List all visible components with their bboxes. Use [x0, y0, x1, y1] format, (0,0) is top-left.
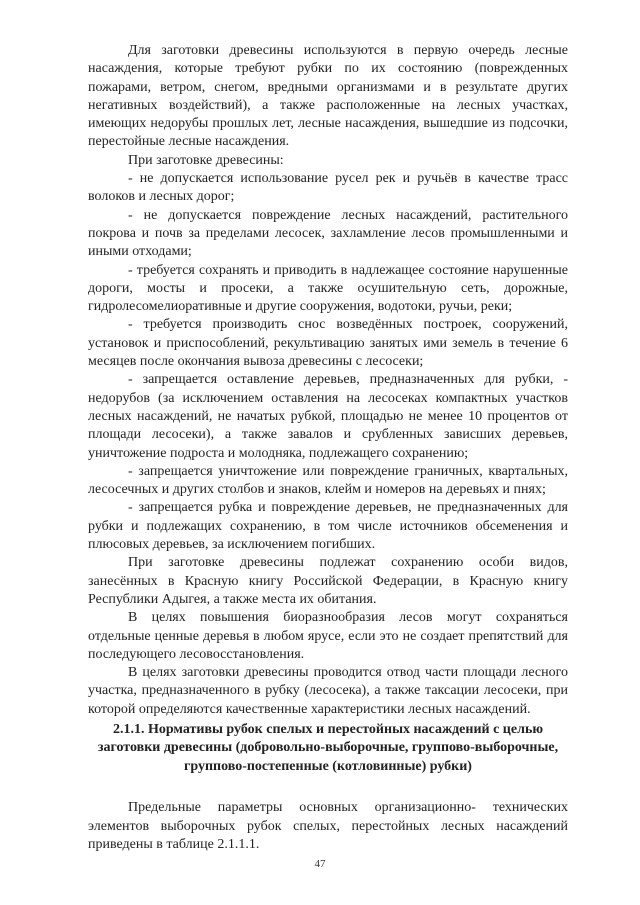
paragraph-intro: Для заготовки древесины используются в первую очередь лесные насаждения, которые требуют рубки по их состоянию (поврежденных пожарами, ветром, снегом, вредными организмами и в результате других негативных воздействий), а также расположенные на лесных участках, имеющих недорубы прошлых лет, лесные насаждения, вышедшие из подсочки, перестойные лесные насаждения. — [88, 43, 568, 150]
section-spacer — [88, 776, 568, 799]
page-number: 47 — [314, 858, 326, 870]
paragraph-red-book: При заготовке древесины подлежат сохранению особи видов, занесённых в Красную книгу Российской Федерации, в Красную книгу Республики Адыгея, а также места их обитания. — [88, 555, 568, 607]
list-item-demolition: - требуется производить снос возведённых построек, сооружений, установок и приспособлений, рекультивацию занятых ими земель в течение 6 месяцев после окончания вывоза древесины с лесосеки; — [88, 317, 568, 370]
paragraph-table-reference: Предельные параметры основных организационно- технических элементов выборочных рубок спелых, перестойных лесных насаждений приведены в таблице 2.1.1.1. — [88, 800, 568, 853]
list-item-protected-trees: - запрещается рубка и повреждение деревьев, не предназначенных для рубки и подлежащих сохранению, в том числе источников обсеменения и плюсовых деревьев, за исключением погибших. — [88, 500, 568, 553]
list-item-underfelling: - запрещается оставление деревьев, предназначенных для рубки, - недорубов (за исключением оставления на лесосеках компактных участков лесных насаждений, не начатых рубкой, площадью не менее 10 процентов от площади лесосеки), а также завалов и срубленных зависших деревьев, уничтожение подроста и молодняка, подлежащего сохранению; — [88, 372, 568, 461]
list-item-damage-outside: - не допускается повреждение лесных насаждений, растительного покрова и почв за пределами лесосек, захламление лесов промышленными и иными отходами; — [88, 207, 568, 260]
paragraph-biodiversity: В целях повышения биоразнообразия лесов могут сохраняться отдельные ценные деревья в любом ярусе, если это не создает препятствий для последующего лесовосстановления. — [88, 610, 568, 662]
section-heading: 2.1.1. Нормативы рубок спелых и перестойных насаждений с целью заготовки древесины (добровольно-выборочные, группово-выборочные, группово-постепенные (котловинные) рубки) — [97, 721, 559, 774]
paragraph-harvest-rules-lead: При заготовке древесины: — [128, 152, 284, 168]
list-item-restore-roads: - требуется сохранять и приводить в надлежащее состояние нарушенные дороги, мосты и просеки, а также осушительную сеть, дорожные, гидролесомелиоративные и другие сооружения, водотоки, ручьи, реки; — [88, 262, 568, 315]
list-item-riverbeds: - не допускается использование русел рек и ручьёв в качестве трасс волоков и лесных дорог; — [88, 171, 568, 205]
list-item-boundary-posts: - запрещается уничтожение или повреждение граничных, квартальных, лесосечных и других столбов и знаков, клейм и номеров на деревьях и пнях; — [88, 463, 568, 498]
paragraph-allotment: В целях заготовки древесины проводится отвод части площади лесного участка, предназначенного в рубку (лесосека), а также таксации лесосеки, при которой определяются качественные характеристики лесных насаждений. — [88, 665, 568, 717]
page-body — [88, 42, 568, 854]
